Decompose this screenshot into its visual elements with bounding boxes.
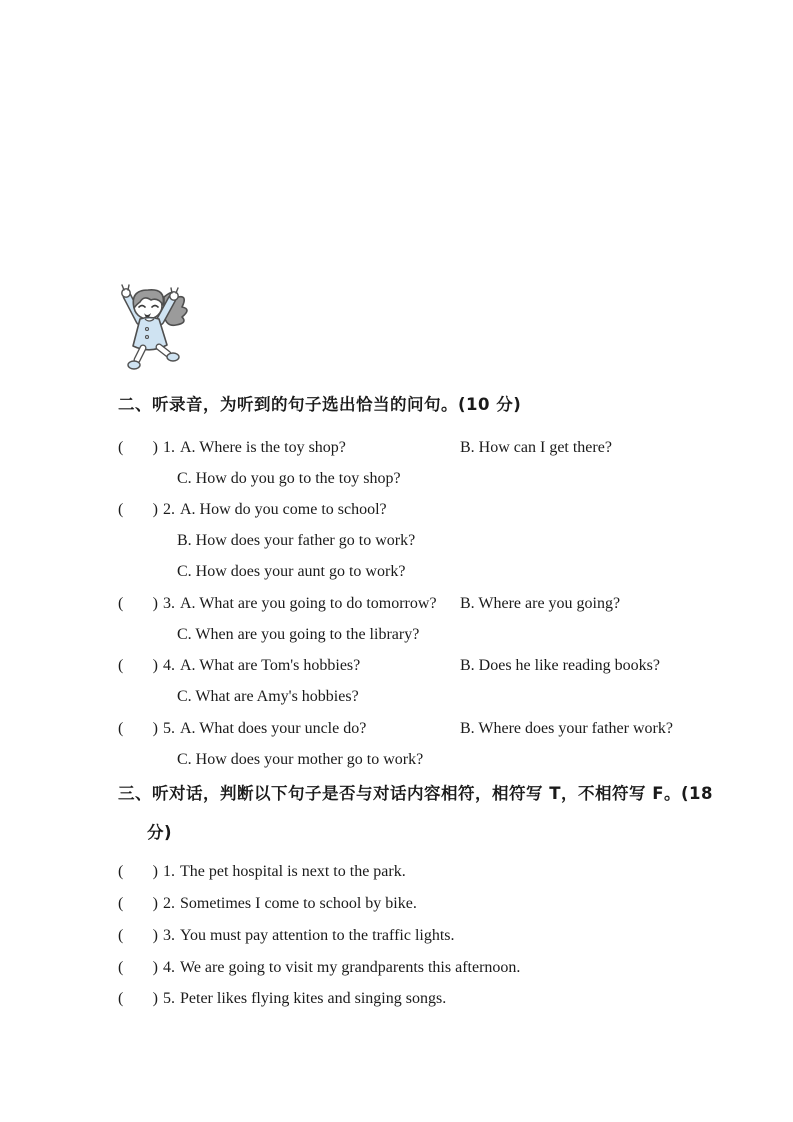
tf-item-3 (118, 925, 455, 946)
question-number: 5. (163, 720, 175, 737)
option-a: A. What are you going to do tomorrow? (180, 595, 437, 612)
option-a: A. How do you come to school? (180, 501, 387, 518)
tf-item-4 (118, 957, 520, 978)
question-5-line-1 (118, 718, 366, 739)
jumping-girl-icon (116, 283, 196, 373)
question-number: 2. (163, 501, 175, 518)
question-3-option-b: B. Where are you going? (460, 595, 621, 612)
item-number: 1. (163, 863, 175, 880)
answer-blank: ( ) (118, 863, 158, 880)
section-three-heading-line-2: 分) (147, 823, 173, 842)
question-4-option-b: B. Does he like reading books? (460, 657, 660, 674)
answer-blank: ( ) (118, 720, 158, 737)
item-text: We are going to visit my grandparents this afternoon. (180, 959, 521, 976)
item-text: The pet hospital is next to the park. (180, 863, 406, 880)
answer-blank: ( ) (118, 895, 158, 912)
question-4-line-1 (118, 655, 360, 676)
option-a: A. Where is the toy shop? (180, 439, 346, 456)
item-number: 2. (163, 895, 175, 912)
answer-blank: ( ) (118, 595, 158, 612)
question-1-line-1 (118, 437, 346, 458)
question-number: 3. (163, 595, 175, 612)
question-number: 4. (163, 657, 175, 674)
answer-blank: ( ) (118, 501, 158, 518)
question-4-option-c: C. What are Amy's hobbies? (177, 688, 359, 705)
tf-item-1 (118, 861, 406, 882)
question-3-option-c: C. When are you going to the library? (177, 626, 420, 643)
question-2-option-b: B. How does your father go to work? (177, 532, 416, 549)
jumping-girl-illustration (116, 283, 196, 373)
question-3-line-1 (118, 593, 437, 614)
section-three-heading-line-1: 三、听对话，判断以下句子是否与对话内容相符，相符写 T，不相符写 F。(18 (118, 784, 714, 803)
question-5-option-c: C. How does your mother go to work? (177, 751, 424, 768)
section-two-heading: 二、听录音，为听到的句子选出恰当的问句。(10 分) (118, 395, 522, 414)
item-number: 3. (163, 927, 175, 944)
answer-blank: ( ) (118, 439, 158, 456)
tf-item-2 (118, 893, 417, 914)
question-2-line-1 (118, 499, 387, 520)
question-1-option-c: C. How do you go to the toy shop? (177, 470, 401, 487)
item-text: Sometimes I come to school by bike. (180, 895, 417, 912)
answer-blank: ( ) (118, 990, 158, 1007)
tf-item-5 (118, 988, 446, 1009)
item-number: 5. (163, 990, 175, 1007)
item-number: 4. (163, 959, 175, 976)
option-a: A. What are Tom's hobbies? (180, 657, 361, 674)
answer-blank: ( ) (118, 959, 158, 976)
item-text: Peter likes flying kites and singing songs. (180, 990, 447, 1007)
answer-blank: ( ) (118, 657, 158, 674)
question-5-option-b: B. Where does your father work? (460, 720, 673, 737)
option-a: A. What does your uncle do? (180, 720, 367, 737)
item-text: You must pay attention to the traffic lights. (180, 927, 455, 944)
question-2-option-c: C. How does your aunt go to work? (177, 563, 406, 580)
question-number: 1. (163, 439, 175, 456)
question-1-option-b: B. How can I get there? (460, 439, 612, 456)
answer-blank: ( ) (118, 927, 158, 944)
